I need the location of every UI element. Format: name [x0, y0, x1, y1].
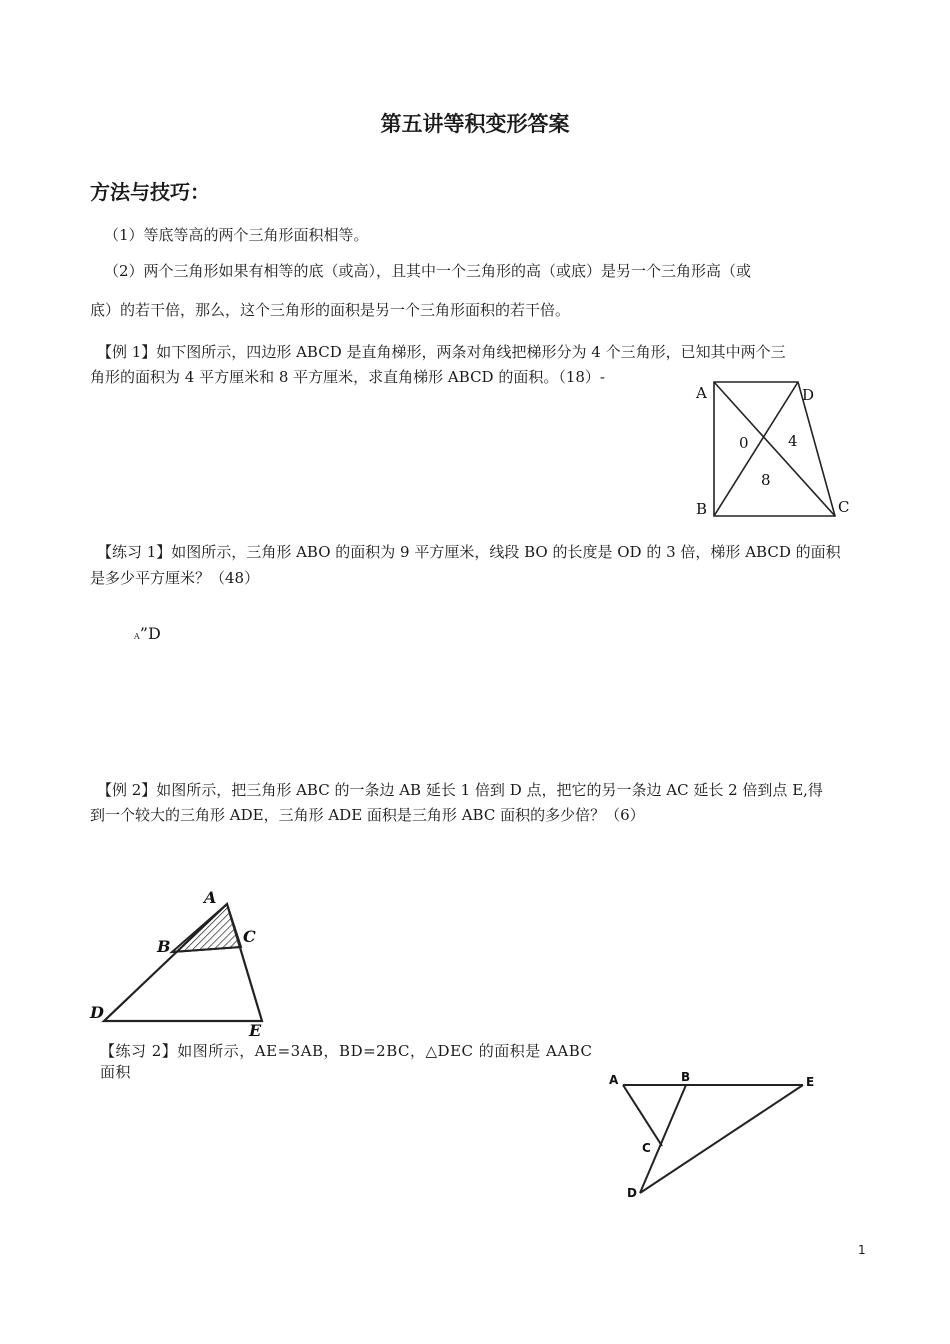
- point-o-label: 0: [739, 434, 749, 452]
- method-2-line2: 底）的若干倍，那么，这个三角形的面积是另一个三角形面积的若干倍。: [90, 301, 571, 319]
- example1-line2: 角形的面积为 4 平方厘米和 8 平方厘米，求直角梯形 ABCD 的面积。（18）-: [90, 368, 605, 386]
- vertex-d-label: D: [802, 386, 815, 404]
- figure-remnant-sub: A: [134, 632, 140, 641]
- vertex-d-label: D: [627, 1186, 637, 1200]
- page-title: 第五讲等积变形答案: [380, 112, 570, 136]
- method-1: （1）等底等高的两个三角形面积相等。: [104, 226, 369, 244]
- page-number: 1: [858, 1243, 866, 1257]
- vertex-b-label: B: [157, 937, 171, 956]
- practice1-line1: 【练习 1】如图所示，三角形 ABO 的面积为 9 平方厘米，线段 BO 的长度是 OD 的 3 倍，梯形 ABCD 的面积: [97, 543, 841, 561]
- example2-line1: 【例 2】如图所示，把三角形 ABC 的一条边 AB 延长 1 倍到 D 点，把它的另一条边 AC 延长 2 倍到点 E,得: [97, 781, 823, 799]
- triangle-ade: [104, 904, 262, 1021]
- vertex-c-label: C: [838, 498, 850, 516]
- vertex-e-label: E: [249, 1021, 262, 1040]
- area-8-label: 8: [761, 471, 771, 489]
- segment-ac: [623, 1085, 662, 1146]
- practice1-line2: 是多少平方厘米？（48）: [90, 569, 260, 587]
- shaded-triangle-abc: [172, 904, 241, 952]
- practice1-figure-remnant: [134, 624, 161, 643]
- area-4-label: 4: [788, 432, 798, 450]
- vertex-a-label: A: [696, 384, 707, 402]
- vertex-e-label: E: [806, 1075, 815, 1089]
- practice2-line1-clipped: [100, 1042, 600, 1081]
- section-heading: 方法与技巧：: [90, 180, 210, 204]
- vertex-b-label: B: [696, 500, 708, 518]
- segment-de: [640, 1085, 803, 1193]
- example1-line1: 【例 1】如下图所示，四边形 ABCD 是直角梯形，两条对角线把梯形分为 4 个三角形，已知其中两个三: [97, 343, 786, 361]
- vertex-a-label: A: [609, 1073, 619, 1087]
- example2-triangle-figure: [86, 886, 286, 1041]
- diagonal-bd: [714, 382, 798, 516]
- practice2-line1: 【练习 2】如图所示，AE=3AB，BD=2BC，△DEC 的面积是 AABC 面积: [100, 1042, 593, 1081]
- practice2-figure: [605, 1068, 825, 1203]
- example1-trapezoid-figure: [692, 378, 862, 523]
- vertex-a-label: A: [204, 888, 217, 907]
- vertex-b-label: B: [681, 1070, 691, 1084]
- vertex-c-label: C: [642, 1141, 651, 1155]
- figure-remnant-text: ”D: [139, 624, 161, 643]
- example2-line2: 到一个较大的三角形 ADE，三角形 ADE 面积是三角形 ABC 面积的多少倍？（6）: [90, 806, 645, 824]
- vertex-d-label: D: [90, 1003, 104, 1022]
- vertex-c-label: C: [243, 927, 256, 946]
- method-2-line1: （2）两个三角形如果有相等的底（或高），且其中一个三角形的高（或底）是另一个三角形高（或: [104, 262, 752, 280]
